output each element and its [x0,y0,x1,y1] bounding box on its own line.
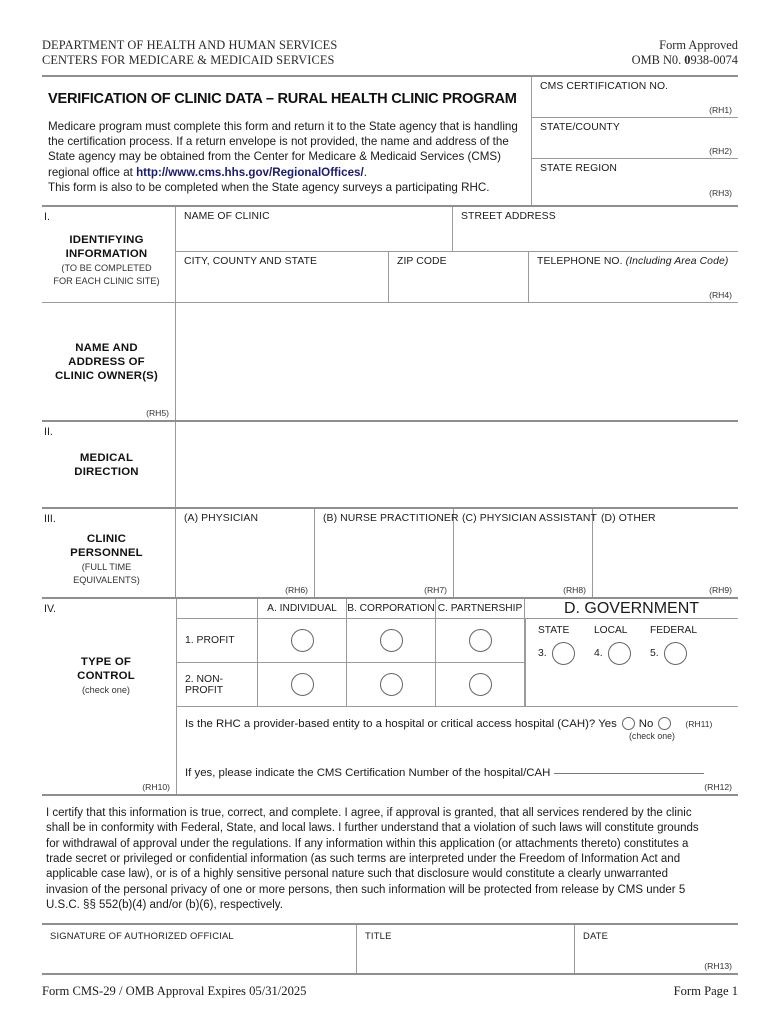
section-3-sub-line-2: EQUIVALENTS) [73,575,140,586]
intro-text-2: . [363,165,367,179]
control-header-individual-label: A. INDIVIDUAL [267,603,337,615]
section-3-side [42,509,176,597]
owner-side [42,303,176,420]
agency-header [42,38,738,68]
section-1-side [42,207,176,302]
signature-title-field[interactable] [357,925,575,973]
section-1-title-line-1: IDENTIFYING [69,234,144,247]
hospital-ccn-question-row [177,750,738,794]
signature-date-label: DATE [583,930,609,942]
radio-government-federal[interactable] [664,642,687,665]
section-2-side [42,422,176,507]
intro-paragraph [48,119,521,205]
section-1-title-line-2: INFORMATION [65,248,148,261]
section-4-side [42,599,177,794]
section-identifying-information [42,207,738,302]
section-2-numeral: II. [44,426,53,439]
omb-number [632,53,738,68]
radio-government-local[interactable] [608,642,631,665]
section-clinic-personnel [42,507,738,597]
rh-tag-rh10: (RH10) [142,782,170,793]
radio-provider-based-yes[interactable] [622,717,635,730]
control-header-government [525,599,738,618]
telephone-label-note: (Including Area Code) [625,256,729,268]
radio-profit-corporation[interactable] [380,629,403,652]
radio-nonprofit-corporation[interactable] [380,673,403,696]
personnel-physician-assistant-label: (C) PHYSICIAN ASSISTANT [462,513,597,525]
section-4-title-line-2: CONTROL [77,670,135,683]
control-header-government-label: D. GOVERNMENT [563,599,700,617]
intro-text-1: Medicare program must complete this form and return it to the State agency that is handling the certification process. If a return envelope is not provided, the name and address of the State agency may be obtained from the Center for Medicare & Medicaid Services (CMS) regional office at [48,120,518,179]
section-3-title-line-2: PERSONNEL [70,546,143,559]
cms-certification-no-label: CMS CERTIFICATION NO. [540,81,669,92]
control-nonprofit-partnership-cell[interactable] [436,663,525,706]
title-left [42,77,531,205]
owner-address-field[interactable] [176,303,738,420]
rh-tag-rh9: (RH9) [709,585,732,596]
street-address-field[interactable] [453,207,738,251]
radio-nonprofit-individual[interactable] [291,673,314,696]
rh-tag-rh6: (RH6) [285,585,308,596]
section-4-title-line-1: TYPE OF [80,656,132,669]
telephone-field[interactable] [529,252,738,302]
omb-prefix: OMB N0. [631,53,685,67]
provider-based-question [185,717,730,730]
medical-direction-field[interactable] [176,422,738,507]
control-row-nonprofit [177,662,525,706]
name-of-clinic-label: NAME OF CLINIC [184,211,270,223]
telephone-label [537,256,732,267]
owner-title-line-3: CLINIC OWNER(S) [55,369,158,382]
telephone-label-main: TELEPHONE NO. [537,256,626,268]
control-row-profit [177,619,525,662]
city-county-state-field[interactable] [176,252,389,302]
signature-table [42,923,738,975]
signature-date-field[interactable] [575,925,738,973]
government-num-local: 4. [594,648,603,660]
control-nonprofit-corporation-cell[interactable] [347,663,436,706]
hospital-ccn-question-text: If yes, please indicate the CMS Certification Number of the hospital/CAH [185,767,551,780]
control-row-profit-label-cell [177,619,258,662]
personnel-physician-label: (A) PHYSICIAN [184,513,259,525]
section-3-title-line-1: CLINIC [86,532,127,545]
section-1-sub-line-1: (TO BE COMPLETED [61,263,152,274]
owner-title-line-1: NAME AND [75,341,138,354]
provider-based-no-label: No [638,717,654,730]
state-county-label: STATE/COUNTY [540,122,620,133]
rh-tag-rh3: (RH3) [709,188,732,198]
city-county-state-label: CITY, COUNTY AND STATE [184,256,318,268]
government-option-state[interactable] [538,642,594,665]
signature-official-label: SIGNATURE OF AUTHORIZED OFFICIAL [50,930,234,942]
section-1-fields [176,207,738,302]
section-1-row-2 [176,251,738,302]
main-form-table [42,205,738,796]
government-option-local[interactable] [594,642,650,665]
title-block [42,77,738,205]
regional-offices-link[interactable]: http://www.cms.hhs.gov/RegionalOffices/ [136,165,364,179]
omb-rest: 938-0074 [690,53,738,67]
agency-name [42,38,337,68]
rh-tag-rh5: (RH5) [146,408,169,419]
rh-tag-rh13: (RH13) [704,961,732,972]
section-1-sub-line-2: FOR EACH CLINIC SITE) [53,276,160,287]
government-num-state: 3. [538,648,547,660]
section-4-numeral: IV. [44,603,56,616]
control-header-partnership [436,599,525,618]
form-approved-label: Form Approved [659,38,738,52]
control-header-corporation-label: B. CORPORATION [347,603,435,615]
provider-based-check-one-note: (check one) [629,731,675,742]
control-header-partnership-label: C. PARTNERSHIP [437,603,523,615]
certification-statement: I certify that this information is true, correct, and complete. I agree, if approval is granted, that all services rendered by the clinic shall be in conformity with Federal, State, and local laws. I further understand that a violation of such laws will constitute grounds for withdrawal of approval under the regulations. If any information within this application (or attachments thereto) constitutes a trade secret or privileged or confidential information (as such terms are interpreted under the Freedom of Information Act and applicable case law), or is of a highly sensitive personal nature such that disclosure would constitute a clearly unwarranted invasion of the personal privacy of one or more persons, then such information will be protected from release by CMS under 5 U.S.C. §§ 552(b)(4) and/or (b)(6), respectively. [46,807,699,911]
rh-tag-rh8: (RH8) [563,585,586,596]
radio-provider-based-no[interactable] [658,717,671,730]
control-nonprofit-individual-cell[interactable] [258,663,347,706]
section-owner-information [42,302,738,420]
zip-code-field[interactable] [389,252,529,302]
government-head-local: LOCAL [594,625,628,637]
omb-block [632,38,738,68]
government-option-federal[interactable] [650,642,706,665]
personnel-other-field[interactable] [593,509,738,597]
rh-tag-rh11: (RH11) [685,718,713,729]
rh-tag-rh1: (RH1) [709,105,732,115]
government-head-state: STATE [538,625,570,637]
rh-tag-rh2: (RH2) [709,146,732,156]
government-heads [538,625,728,636]
radio-nonprofit-partnership[interactable] [469,673,492,696]
state-region-box[interactable] [532,159,738,200]
section-3-sub-line-1: (FULL TIME [81,561,132,572]
control-row-nonprofit-label: 2. NON- PROFIT [185,673,224,696]
rh-tag-rh12: (RH12) [704,782,732,793]
footer-page-number: Form Page 1 [673,984,738,999]
page-title: VERIFICATION OF CLINIC DATA – RURAL HEALTH CLINIC PROGRAM [48,91,517,107]
control-corner-blank [177,599,258,618]
cms-certification-no-box[interactable] [532,77,738,118]
government-options [538,642,728,665]
personnel-physician-assistant-field[interactable] [454,509,597,597]
section-4-sub-line-1: (check one) [81,685,130,696]
control-header-individual [258,599,347,618]
rh-tag-rh4: (RH4) [709,290,732,301]
zip-code-label: ZIP CODE [397,256,447,268]
agency-line-1: DEPARTMENT OF HEALTH AND HUMAN SERVICES [42,38,338,52]
agency-line-2: CENTERS FOR MEDICARE & MEDICAID SERVICES [42,53,335,67]
control-profit-corporation-cell[interactable] [347,619,436,662]
personnel-nurse-practitioner-field[interactable] [315,509,459,597]
section-4-body [177,599,738,794]
radio-government-state[interactable] [552,642,575,665]
section-1-numeral: I. [44,211,50,224]
signature-official-field[interactable] [42,925,357,973]
control-header-corporation [347,599,436,618]
personnel-nurse-practitioner-label: (B) NURSE PRACTITIONER [323,513,459,525]
signature-title-label: TITLE [365,930,392,942]
owner-title-line-2: ADDRESS OF [68,355,145,368]
provider-based-question-row [177,706,738,750]
control-profit-partnership-cell[interactable] [436,619,525,662]
name-of-clinic-field[interactable] [176,207,453,251]
control-row-nonprofit-label-cell [177,663,258,706]
control-header-row [177,599,738,618]
rh-tag-rh7: (RH7) [424,585,447,596]
section-3-numeral: III. [44,513,56,526]
section-type-of-control [42,597,738,794]
government-head-federal: FEDERAL [650,625,697,637]
provider-based-question-text: Is the RHC a provider-based entity to a hospital or critical access hospital (CAH)? Yes [185,717,617,730]
personnel-other-label: (D) OTHER [601,513,656,525]
radio-profit-individual[interactable] [291,629,314,652]
page-footer [42,975,738,999]
section-1-row-1 [176,207,738,251]
government-panel [525,619,738,706]
footer-form-id: Form CMS-29 / OMB Approval Expires 05/31/2025 [42,984,307,999]
control-profit-individual-cell[interactable] [258,619,347,662]
state-county-box[interactable] [532,118,738,159]
section-medical-direction [42,420,738,507]
omb-zero: 0 [684,53,691,67]
street-address-label: STREET ADDRESS [461,211,556,223]
radio-profit-partnership[interactable] [469,629,492,652]
section-2-title-line-1: MEDICAL [79,451,134,464]
government-num-federal: 5. [650,648,659,660]
state-region-label: STATE REGION [540,163,618,174]
intro-text-3: This form is also to be completed when the State agency surveys a participating RHC. [48,180,490,194]
control-row-profit-label: 1. PROFIT [185,635,235,647]
certification-boxes [531,77,738,205]
personnel-physician-field[interactable] [176,509,315,597]
hospital-ccn-input[interactable] [554,762,704,774]
section-2-title-line-2: DIRECTION [74,465,139,478]
